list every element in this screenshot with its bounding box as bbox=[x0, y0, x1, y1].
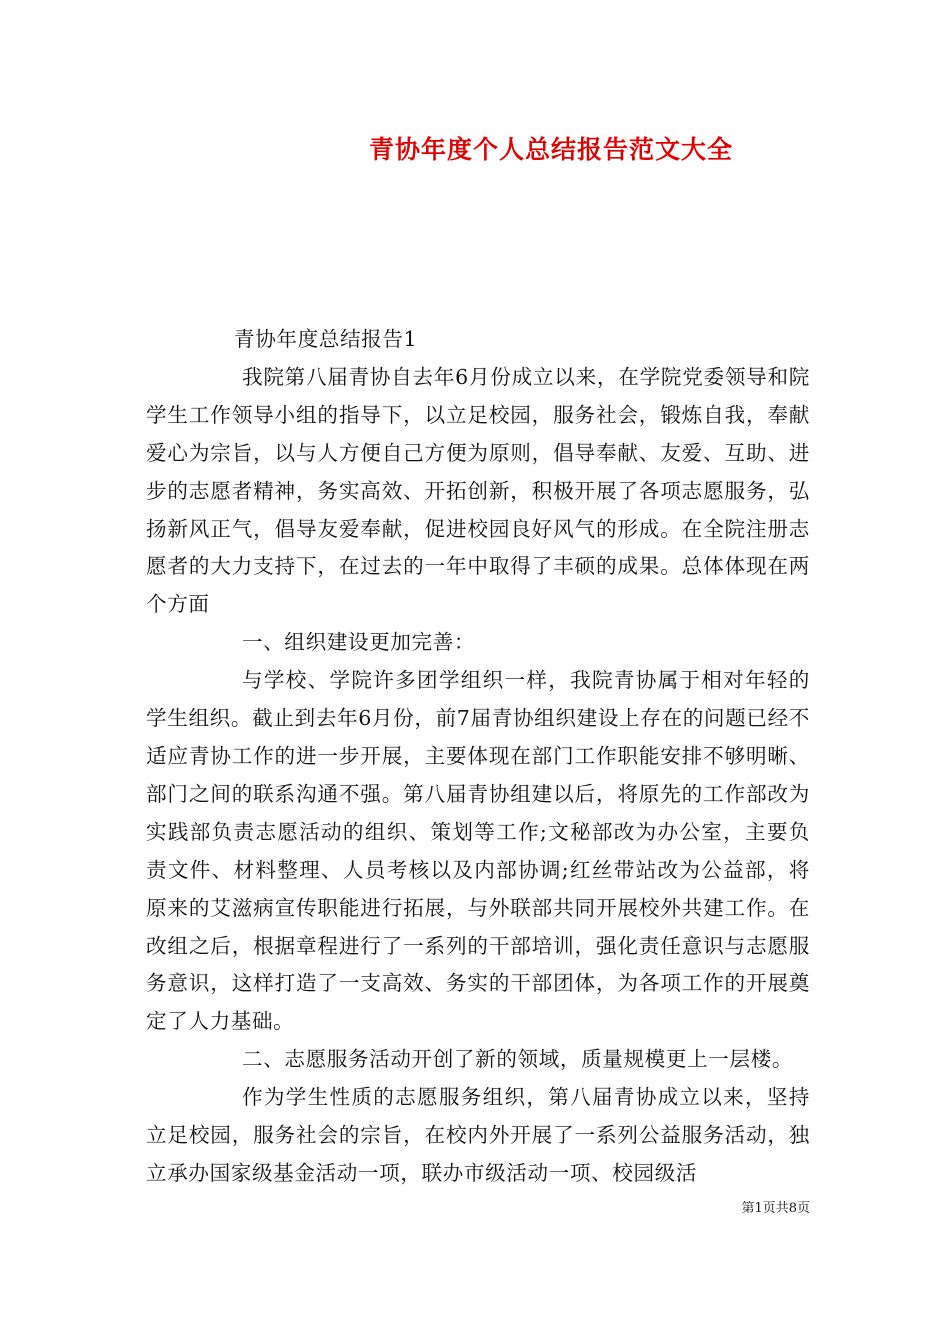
paragraph-intro: 我院第八届青协自去年6月份成立以来，在学院党委领导和院学生工作领导小组的指导下，以立足校园，服务社会，锻炼自我，奉献爱心为宗旨，以与人方便自己方便为原则，倡导奉献、友爱、互助、进步的志愿者精神，务实高效、开拓创新，积极开展了各项志愿服务，弘扬新风正气，倡导友爱奉献，促进校园良好风气的形成。在全院注册志愿者的大力支持下，在过去的一年中取得了丰硕的成果。总体体现在两个方面 bbox=[146, 364, 810, 617]
section-heading: 青协年度总结报告1 bbox=[234, 327, 418, 351]
paragraph-volunteer-service: 作为学生性质的志愿服务组织，第八届青协成立以来，坚持立足校园，服务社会的宗旨，在校内外开展了一系列公益服务活动，独立承办国家级基金活动一项，联办市级活动一项、校园级活 bbox=[146, 1085, 810, 1185]
document-title: 青协年度个人总结报告范文大全 bbox=[368, 135, 733, 164]
subheading-organization: 一、组织建设更加完善： bbox=[242, 630, 476, 655]
document-body bbox=[146, 321, 810, 1193]
paragraph-organization: 与学校、学院许多团学组织一样，我院青协属于相对年轻的学生组织。截止到去年6月份，前7届青协组织建设上存在的问题已经不适应青协工作的进一步开展，主要体现在部门工作职能安排不够明晰、部门之间的联系沟通不强。第八届青协组建以后，将原先的工作部改为实践部负责志愿活动的组织、策划等工作;文秘部改为办公室，主要负责文件、材料整理、人员考核以及内部协调;红丝带站改为公益部，将原来的艾滋病宣传职能进行拓展，与外联部共同开展校外共建工作。在改组之后，根据章程进行了一系列的干部培训，强化责任意识与志愿服务意识，这样打造了一支高效、务实的干部团体，为各项工作的开展奠定了人力基础。 bbox=[146, 668, 810, 1034]
subheading-volunteer-service: 二、志愿服务活动开创了新的领域，质量规模更上一层楼。 bbox=[242, 1047, 794, 1072]
page-indicator: 第1页共8页 bbox=[741, 1201, 810, 1216]
